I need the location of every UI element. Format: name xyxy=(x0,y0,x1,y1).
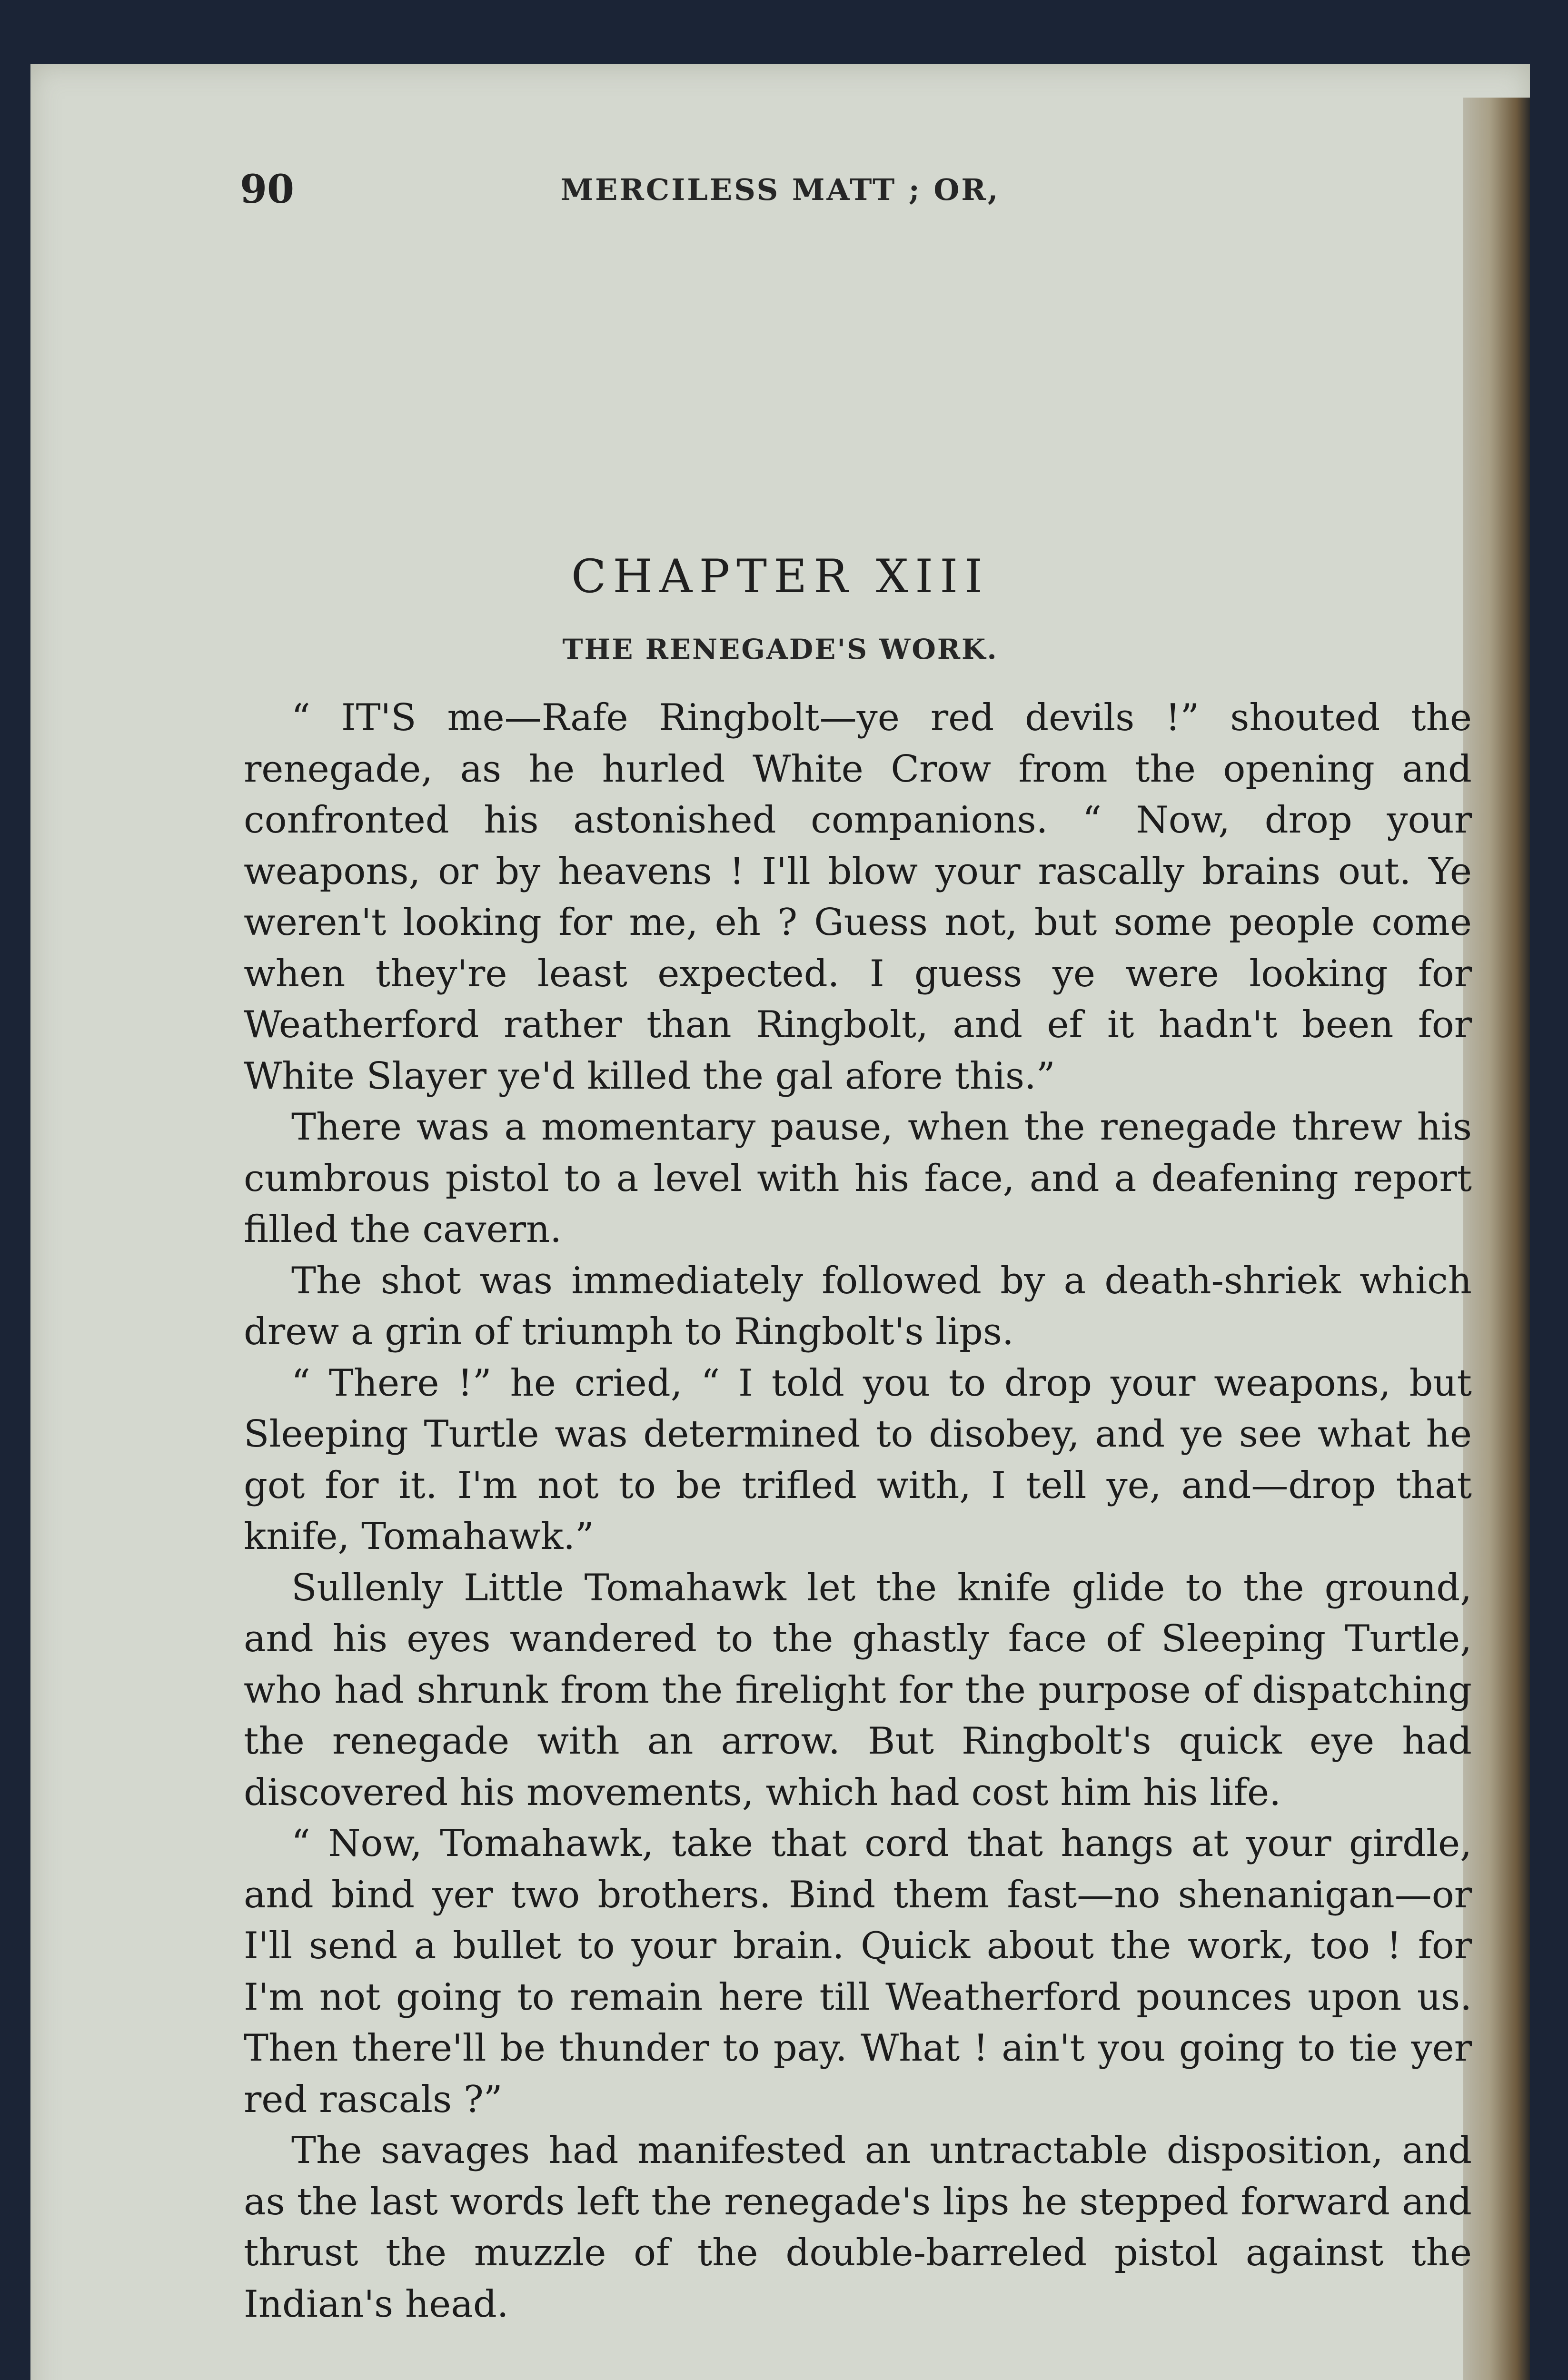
paragraph: “ IT'S me—Rafe Ringbolt—ye red devils !” shouted the renegade, as he hurled White Crow from the opening and confronted his astonished companions. “ Now, drop your weapons, or by heavens ! I'll blow your rascally brains out. Ye weren't looking for me, eh ? Guess not, but some people come when they're least expected. I guess ye were looking for Weatherford rather than Ringbolt, and ef it hadn't been for White Slayer ye'd killed the gal afore this.” xyxy=(244,696,1472,1098)
page-number: 90 xyxy=(240,167,295,212)
paragraph: Sullenly Little Tomahawk let the knife glide to the ground, and his eyes wandered to the ghastly face of Sleeping Turtle, who had shrunk from the firelight for the purpose of dispatching the renegade with an arrow. But Ringbolt's quick eye had discovered his movements, which had cost him his life. xyxy=(244,1566,1472,1814)
paragraph: There was a momentary pause, when the renegade threw his cumbrous pistol to a level with his face, and a deafening report filled the cavern. xyxy=(244,1106,1472,1251)
running-head: MERCILESS MATT ; OR, xyxy=(560,172,1000,207)
paragraph: “ Now, Tomahawk, take that cord that hangs at your girdle, and bind yer two brothers. Bind them fast—no shenanigan—or I'll send a bullet to your brain. Quick about the work, too ! for I'm not going to remain here till Weatherford pounces upon us. Then there'll be thunder to pay. What ! ain't you going to tie yer red rascals ?” xyxy=(244,1822,1472,2121)
body-text xyxy=(244,693,1472,2330)
chapter-title: CHAPTER XIII xyxy=(571,550,990,603)
paragraph: The savages had manifested an untractable disposition, and as the last words left the renegade's lips he stepped forward and thrust the muzzle of the double-barreled pistol against the Indian's head. xyxy=(244,2129,1472,2326)
paragraph: “ There !” he cried, “ I told you to drop your weapons, but Sleeping Turtle was determined to disobey, and ye see what he got for it. I'm not to be trifled with, I tell ye, and—drop that knife, Tomahawk.” xyxy=(244,1361,1472,1558)
book-page xyxy=(30,64,1530,2380)
chapter-subtitle: THE RENEGADE'S WORK. xyxy=(562,633,998,665)
paragraph: The shot was immediately followed by a death-shriek which drew a grin of triumph to Ringbolt's lips. xyxy=(244,1259,1472,1353)
page-header xyxy=(30,167,1530,224)
page-gutter xyxy=(1463,98,1530,2380)
